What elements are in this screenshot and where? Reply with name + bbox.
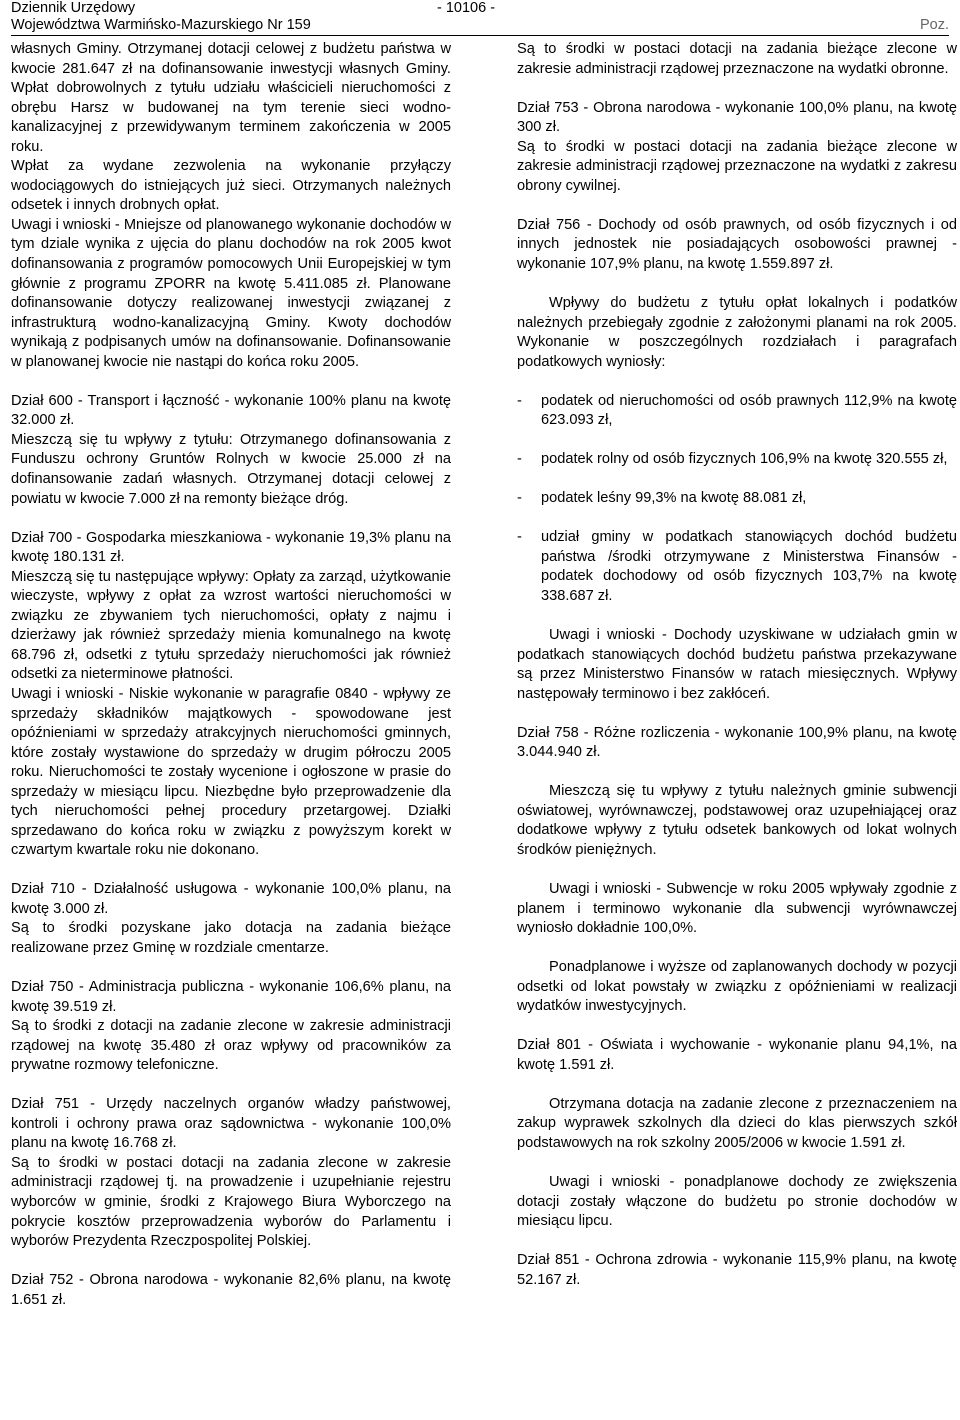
paragraph: Wpłat za wydane zezwolenia na wykonanie przyłączy wodociągowych do istniejących już sieci. Otrzymanych należnych odsetek i innych drobnych opłat. (11, 158, 451, 214)
position-label: Poz. (919, 17, 949, 33)
list-item: - podatek rolny od osób fizycznych 106,9% na kwotę 320.555 zł, (517, 450, 957, 470)
list-item: - udział gminy w podatkach stanowiących dochód budżetu państwa /środki otrzymywane z Ministerstwa Finansów - podatek dochodowy od osób fizycznych 103,7% na kwotę 338.687 zł. (517, 528, 957, 606)
paragraph: Uwagi i wnioski - Mniejsze od planowanego wykonanie dochodów w tym dziale wynika z ujęcia do planu dochodów na rok 2005 kwot dofinansowania z programów pomocowych Unii Europejskiej w tym głównie z programu ZPORR na kwotę 5.411.085 zł. Planowane dofinansowanie dotyczy realizowanej inwestycji związanej z infrastrukturą wodno-kanalizacyjną Gminy. Kwoty dochodów wynikają z podpisanych umów na dofinansowanie. Dofinansowanie w planowanej kwocie nie nastąpi do końca roku 2005. (11, 216, 451, 370)
paragraph: Otrzymana dotacja na zadanie zlecone z przeznaczeniem na zakup wyprawek szkolnych dla dzieci do klas pierwszych szkół podstawowych na rok szkolny 2005/2006 w kwocie 1.591 zł. (517, 1095, 957, 1151)
paragraph: własnych Gminy. Otrzymanej dotacji celowej z budżetu państwa w kwocie 281.647 zł na dofinansowanie inwestycji własnych Gminy. Wpłat dobrowolnych z tytułu udziału właścicieli nieruchomości z obrębu Harsz w budowanej na tym terenie sieci wodno-kanalizacyjnej z przewidywanym terminem zakończenia w 2005 roku. (11, 41, 451, 155)
section-heading-dzial-750: Dział 750 - Administracja publiczna - wykonanie 106,6% planu, na kwotę 39.519 zł. (11, 979, 451, 1015)
paragraph: Są to środki w postaci dotacji na zadania zlecone w zakresie administracji rządowej tj. na prowadzenie i uzupełnianie rejestru wyborców w gminie, środki z Krajowego Biura Wyborczego na pokrycie kosztów przeprowadzenia wyborów do Parlamentu i wyborów Prezydenta Rzeczpospolitej Polskiej. (11, 1154, 451, 1250)
page-header (11, 0, 949, 34)
journal-title-block (11, 0, 311, 33)
paragraph: Ponadplanowe i wyższe od zaplanowanych dochody w pozycji odsetki od lokat powstały w związku z opóźnieniami w realizacji wydatków inwestycyjnych. (517, 959, 957, 1015)
paragraph: Wpływy do budżetu z tytułu opłat lokalnych i podatków należnych przebiegały zgodnie z założonymi planami na rok 2005. Wykonanie w poszczególnych rozdziałach i paragrafach podatkowych wyniosły: (517, 294, 957, 370)
paragraph: Uwagi i wnioski - Dochody uzyskiwane w udziałach gmin w podatkach stanowiących dochód budżetu państwa przekazywane są przez Ministerstwo Finansów w ratach miesięcznych. Wpływy następowały terminowo i bez zakłóceń. (517, 627, 957, 702)
section-heading-dzial-600: Dział 600 - Transport i łączność - wykonanie 100% planu na kwotę 32.000 zł. (11, 392, 451, 429)
page-number: - 10106 - (437, 0, 496, 16)
section-heading-dzial-700: Dział 700 - Gospodarka mieszkaniowa - wykonanie 19,3% planu na kwotę 180.131 zł. (11, 529, 451, 566)
paragraph: Mieszczą się tu następujące wpływy: Opłaty za zarząd, użytkowanie wieczyste, wpływy z opłat za wzrost wartości nieruchomości w związku ze zbywaniem tych nieruchomości, opłaty z najmu i dzierżawy jak również sprzedaży mienia komunalnego na kwotę 68.796 zł, odsetki z tytułu sprzedaży nieruchomości jak również odsetki za nieterminowe płatności. (11, 568, 451, 683)
paragraph: Są to środki z dotacji na zadanie zlecone w zakresie administracji rządowej na kwotę 35.480 zł oraz wpływy od pracowników za prywatne rozmowy telefoniczne. (11, 1018, 451, 1074)
section-heading-dzial-710: Dział 710 - Działalność usługowa - wykonanie 100,0% planu, na kwotę 3.000 zł. (11, 881, 451, 917)
journal-voivodeship-issue: Województwa Warmińsko-Mazurskiego Nr 159 (11, 16, 311, 33)
paragraph: Uwagi i wnioski - ponadplanowe dochody ze zwiększenia dotacji zostały włączone do budżetu po stronie dochodów w miesiącu lipcu. (517, 1174, 957, 1230)
section-heading-dzial-752: Dział 752 - Obrona narodowa - wykonanie 82,6% planu, na kwotę 1.651 zł. (11, 1272, 451, 1308)
paragraph: Są to środki w postaci dotacji na zadania bieżące zlecone w zakresie administracji rządowej przeznaczone na wydatki z zakresu obrony cywilnej. (517, 138, 957, 194)
section-heading-dzial-851: Dział 851 - Ochrona zdrowia - wykonanie 115,9% planu, na kwotę 52.167 zł. (517, 1252, 957, 1288)
paragraph: Mieszczą się tu wpływy z tytułu należnych gminie subwencji oświatowej, wyrównawczej, podstawowej oraz uzupełniającej oraz dodatkowe wpływy z tytułu odsetek bankowych od lokat wolnych środków pieniężnych. (517, 783, 957, 858)
section-heading-dzial-756: Dział 756 - Dochody od osób prawnych, od osób fizycznych i od innych jednostek nie posiadających osobowości prawnej - wykonanie 107,9% planu, na kwotę 1.559.897 zł. (517, 216, 957, 272)
journal-name: Dziennik Urzędowy (11, 0, 136, 16)
list-item: - podatek leśny 99,3% na kwotę 88.081 zł, (517, 489, 957, 509)
section-heading-dzial-801: Dział 801 - Oświata i wychowanie - wykonanie planu 94,1%, na kwotę 1.591 zł. (517, 1037, 957, 1073)
paragraph: Są to środki w postaci dotacji na zadania bieżące zlecone w zakresie administracji rządowej przeznaczone na wydatki obronne. (517, 41, 957, 77)
paragraph: Mieszczą się tu wpływy z tytułu: Otrzymanego dofinansowania z Funduszu ochrony Gruntów Rolnych w kwocie 25.000 zł na dofinansowanie zadań własnych. Otrzymanej dotacji celowej z powiatu w kwocie 7.000 zł na remonty bieżące dróg. (11, 431, 451, 507)
section-heading-dzial-753: Dział 753 - Obrona narodowa - wykonanie 100,0% planu, na kwotę 300 zł. (517, 99, 957, 136)
right-column (517, 40, 957, 1290)
paragraph: Uwagi i wnioski - Subwencje w roku 2005 wpływały zgodnie z planem i terminowo wykonanie dla subwencji wyrównawczej wyniosło dokładnie 100,0%. (517, 881, 957, 937)
tax-list (517, 392, 957, 607)
list-item: - podatek od nieruchomości od osób prawnych 112,9% na kwotę 623.093 zł, (517, 392, 957, 431)
section-heading-dzial-751: Dział 751 - Urzędy naczelnych organów władzy państwowej, kontroli i ochrony prawa oraz sądownictwa - wykonanie 100,0% planu na kwotę 16.768 zł. (11, 1096, 451, 1152)
header-divider (11, 35, 949, 36)
paragraph: Uwagi i wnioski - Niskie wykonanie w paragrafie 0840 - wpływy ze sprzedaży składników majątkowych - spowodowane jest opóźnieniami w sprzedaży atrakcyjnych nieruchomości gminnych, które zostały wystawione do sprzedaży w drugim półroczu 2005 roku. Nieruchomości te zostały wycenione i ogłoszone w prasie do sprzedaży w miesiącu lipcu. Niezbędne było przeprowadzenie dla tych nieruchomości pełnej procedury przetargowej. Działki sprzedawano do końca roku w związku z powyższym korekt w czwartym kwartale roku nie dokonano. (11, 685, 451, 859)
section-heading-dzial-758: Dział 758 - Różne rozliczenia - wykonanie 100,9% planu, na kwotę 3.044.940 zł. (517, 724, 957, 761)
paragraph: Są to środki pozyskane jako dotacja na zadania bieżące realizowane przez Gminę w rozdziale cmentarze. (11, 920, 451, 957)
left-column (11, 40, 451, 1310)
